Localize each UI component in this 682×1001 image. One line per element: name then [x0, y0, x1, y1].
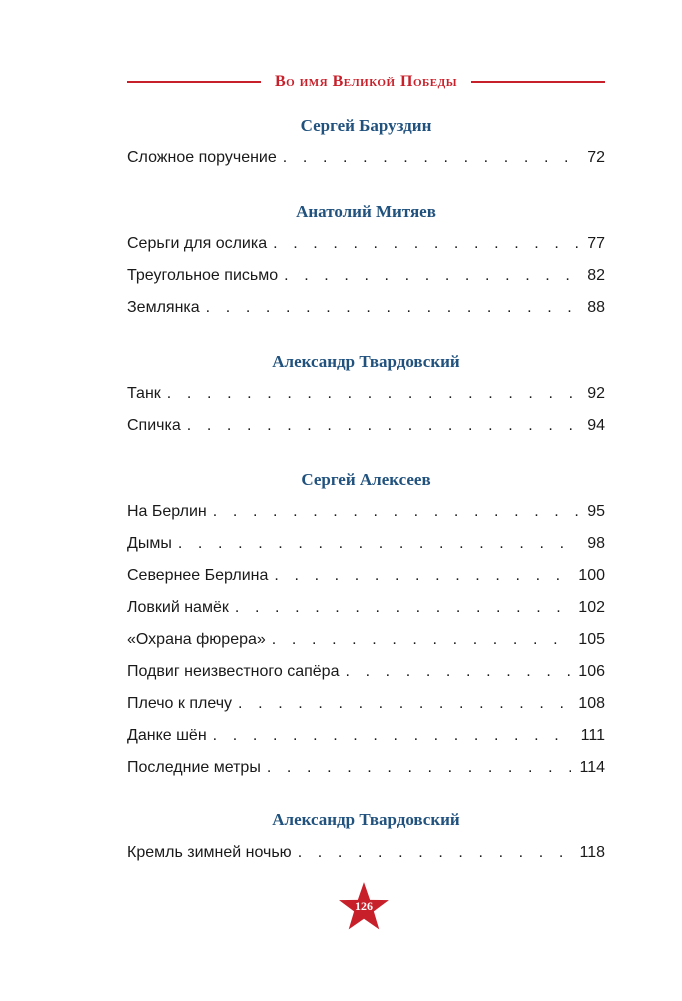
toc-entry-page: 88 [587, 299, 605, 316]
toc-entry-page: 72 [587, 149, 605, 166]
header-rule-right [471, 81, 605, 83]
leader-dots [273, 233, 579, 255]
toc-entry [127, 597, 605, 619]
toc-entry-page: 100 [578, 567, 605, 584]
page-number: 126 [355, 899, 373, 913]
toc-entry-title: «Охрана фюрера» [127, 631, 266, 648]
toc-entry [127, 233, 605, 255]
leader-dots [274, 565, 570, 587]
toc-entry-page: 77 [587, 235, 605, 252]
toc-entry [127, 147, 605, 169]
toc-entry [127, 415, 605, 437]
toc-entry-title: Дымы [127, 535, 172, 552]
toc-entry [127, 501, 605, 523]
author-heading: Анатолий Митяев [296, 202, 436, 221]
toc-entry-page: 108 [578, 695, 605, 712]
toc-entry-page: 98 [587, 535, 605, 552]
leader-dots [213, 501, 579, 523]
leader-dots [345, 661, 570, 683]
toc-entry [127, 565, 605, 587]
toc-entry-title: Треугольное письмо [127, 267, 279, 284]
header-rule-left [127, 81, 261, 83]
leader-dots [284, 265, 579, 287]
toc-entry [127, 725, 605, 747]
toc-entry [127, 757, 605, 779]
toc-entry-title: На Берлин [127, 503, 207, 520]
toc-entry-title: Данке шён [127, 727, 207, 744]
author-heading: Сергей Баруздин [300, 116, 432, 135]
toc-entry [127, 629, 605, 651]
toc-entry [127, 693, 605, 715]
toc-entry-title: Ловкий намёк [127, 599, 229, 616]
toc-entry-title: Серьги для ослика [127, 235, 268, 252]
leader-dots [283, 147, 579, 169]
leader-dots [167, 383, 579, 405]
toc-entry-page: 95 [587, 503, 605, 520]
toc-entry-title: Сложное поручение [127, 149, 277, 166]
toc-entry-page: 118 [579, 844, 605, 861]
toc-entry [127, 265, 605, 287]
toc-entry-page: 111 [580, 727, 605, 744]
toc-entry-title: Подвиг неизвестного сапёра [127, 663, 340, 680]
toc-entry-page: 92 [587, 385, 605, 402]
toc-entry [127, 297, 605, 319]
toc-entry-title: Кремль зимней ночью [127, 844, 292, 861]
header-title: Во имя Великой Победы [274, 73, 458, 90]
toc-entry-page: 106 [578, 663, 605, 680]
toc-entry [127, 661, 605, 683]
leader-dots [206, 297, 580, 319]
author-heading: Александр Твардовский [272, 810, 460, 829]
toc-entry [127, 533, 605, 555]
toc-entry-page: 102 [578, 599, 605, 616]
toc-entry-page: 105 [578, 631, 605, 648]
leader-dots [187, 415, 579, 437]
leader-dots [298, 842, 572, 864]
running-header [127, 68, 605, 96]
toc-entry-page: 94 [587, 417, 605, 434]
toc-entry-title: Плечо к плечу [127, 695, 233, 712]
toc-entry-page: 114 [579, 759, 605, 776]
toc-entry-title: Танк [127, 385, 161, 402]
toc-entry-title: Последние метры [127, 759, 261, 776]
leader-dots [272, 629, 571, 651]
toc-entry [127, 383, 605, 405]
leader-dots [213, 725, 573, 747]
page-number-badge [338, 881, 390, 931]
author-heading: Александр Твардовский [272, 352, 460, 371]
leader-dots [178, 533, 579, 555]
leader-dots [235, 597, 570, 619]
leader-dots [238, 693, 570, 715]
toc-entry [127, 842, 605, 864]
toc-entry-title: Землянка [127, 299, 200, 316]
toc-entry-page: 82 [587, 267, 605, 284]
toc-entry-title: Спичка [127, 417, 181, 434]
toc-entry-title: Севернее Берлина [127, 567, 269, 584]
leader-dots [267, 757, 572, 779]
author-heading: Сергей Алексеев [301, 470, 431, 489]
